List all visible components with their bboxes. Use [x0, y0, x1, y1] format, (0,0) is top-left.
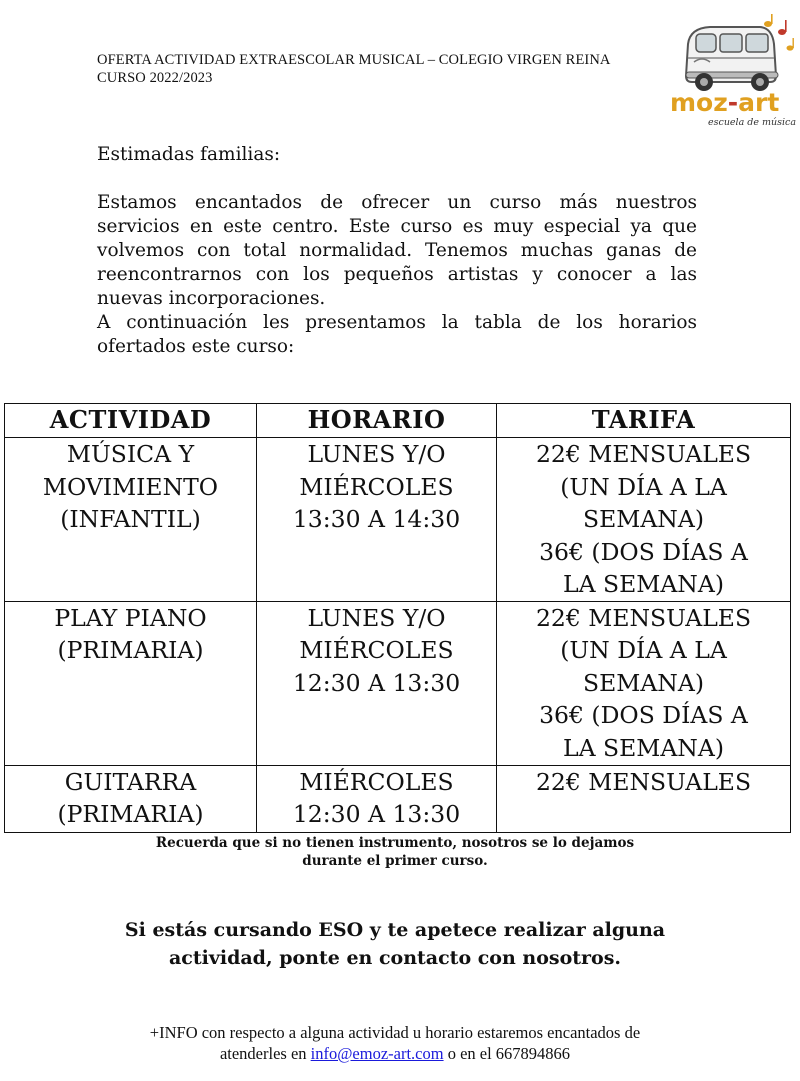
- cell-horario: [257, 601, 497, 765]
- eso-line: actividad, ponte en contacto con nosotros.: [168, 947, 622, 969]
- cell-line: LUNES Y/O: [307, 603, 446, 632]
- eso-notice: [0, 916, 790, 972]
- cell-line: PLAY PIANO: [54, 603, 207, 632]
- moz-art-logo: [668, 14, 796, 130]
- intro-paragraph: Estamos encantados de ofrecer un curso más nuestros servicios en este centro. Este curso es muy especial ya que volvemos con total normalidad. Tenemos muchas ganas de reencontrarnos con los pequeños artistas y conocer a las nuevas incorporaciones.: [97, 192, 697, 309]
- schedule-table: [4, 403, 791, 833]
- column-header-actividad: ACTIVIDAD: [5, 404, 257, 438]
- cell-line: 12:30 A 13:30: [292, 668, 461, 697]
- greeting: Estimadas familias:: [97, 144, 281, 165]
- cell-line: (UN DÍA A LA: [560, 472, 727, 501]
- logo-tagline: escuela de música: [708, 117, 796, 128]
- cell-line: MÚSICA Y: [66, 440, 195, 468]
- cell-line: LA SEMANA): [562, 570, 725, 598]
- cell-tarifa: [497, 438, 791, 602]
- cell-line: 13:30 A 14:30: [292, 505, 461, 533]
- logo-brand: moz-art: [670, 88, 780, 117]
- column-header-tarifa: TARIFA: [497, 404, 791, 438]
- cell-actividad: [5, 438, 257, 602]
- cell-line: (PRIMARIA): [57, 800, 204, 828]
- table-row: [5, 438, 791, 602]
- table-header-row: [5, 404, 791, 438]
- cell-line: (PRIMARIA): [57, 636, 204, 664]
- cell-line: MIÉRCOLES: [299, 767, 454, 796]
- note-line: Recuerda que si no tienen instrumento, nosotros se lo dejamos: [155, 835, 635, 851]
- cell-line: SEMANA): [583, 668, 704, 697]
- header-title: OFERTA ACTIVIDAD EXTRAESCOLAR MUSICAL – COLEGIO VIRGEN REINA: [97, 52, 611, 68]
- column-header-horario: HORARIO: [257, 404, 497, 438]
- cell-line: 22€ MENSUALES: [535, 767, 752, 796]
- cell-line: GUITARRA: [64, 767, 197, 796]
- cell-line: 36€ (DOS DÍAS A: [539, 701, 748, 729]
- cell-line: 22€ MENSUALES: [535, 603, 752, 632]
- footer-line: +INFO con respecto a alguna actividad u horario estaremos encantados de: [149, 1023, 641, 1042]
- footer-text: atenderles en: [219, 1044, 311, 1063]
- cell-horario: [257, 438, 497, 602]
- cell-line: MIÉRCOLES: [299, 636, 454, 664]
- cell-line: (INFANTIL): [60, 505, 201, 533]
- email-link[interactable]: info@emoz-art.com: [310, 1044, 444, 1063]
- cell-line: MIÉRCOLES: [299, 472, 454, 501]
- cell-line: (UN DÍA A LA: [560, 636, 727, 664]
- cell-line: 22€ MENSUALES: [535, 440, 752, 468]
- cell-actividad: [5, 601, 257, 765]
- header-course: CURSO 2022/2023: [97, 70, 213, 86]
- footer-line-contact: [0, 1043, 790, 1064]
- table-row: [5, 601, 791, 765]
- cell-line: SEMANA): [583, 505, 704, 533]
- cell-line: MOVIMIENTO: [42, 472, 219, 501]
- intro-text: [97, 143, 697, 359]
- note-line: durante el primer curso.: [302, 853, 488, 869]
- footer-text: o en el 667894866: [443, 1044, 571, 1063]
- van-with-music-notes-icon: [668, 14, 796, 130]
- eso-line: Si estás cursando ESO y te apetece realizar alguna: [124, 919, 666, 941]
- contact-footer: [0, 1022, 790, 1064]
- cell-line: 12:30 A 13:30: [292, 800, 461, 828]
- cell-tarifa: [497, 765, 791, 832]
- cell-horario: [257, 765, 497, 832]
- cell-line: 36€ (DOS DÍAS A: [539, 537, 748, 566]
- table-row: [5, 765, 791, 832]
- cell-line: LA SEMANA): [562, 733, 725, 762]
- intro-paragraph-schedule: A continuación les presentamos la tabla de los horarios ofertados este curso:: [97, 312, 697, 357]
- document-header: [97, 51, 610, 87]
- cell-line: LUNES Y/O: [307, 440, 446, 468]
- instrument-note: [0, 834, 790, 870]
- cell-tarifa: [497, 601, 791, 765]
- cell-actividad: [5, 765, 257, 832]
